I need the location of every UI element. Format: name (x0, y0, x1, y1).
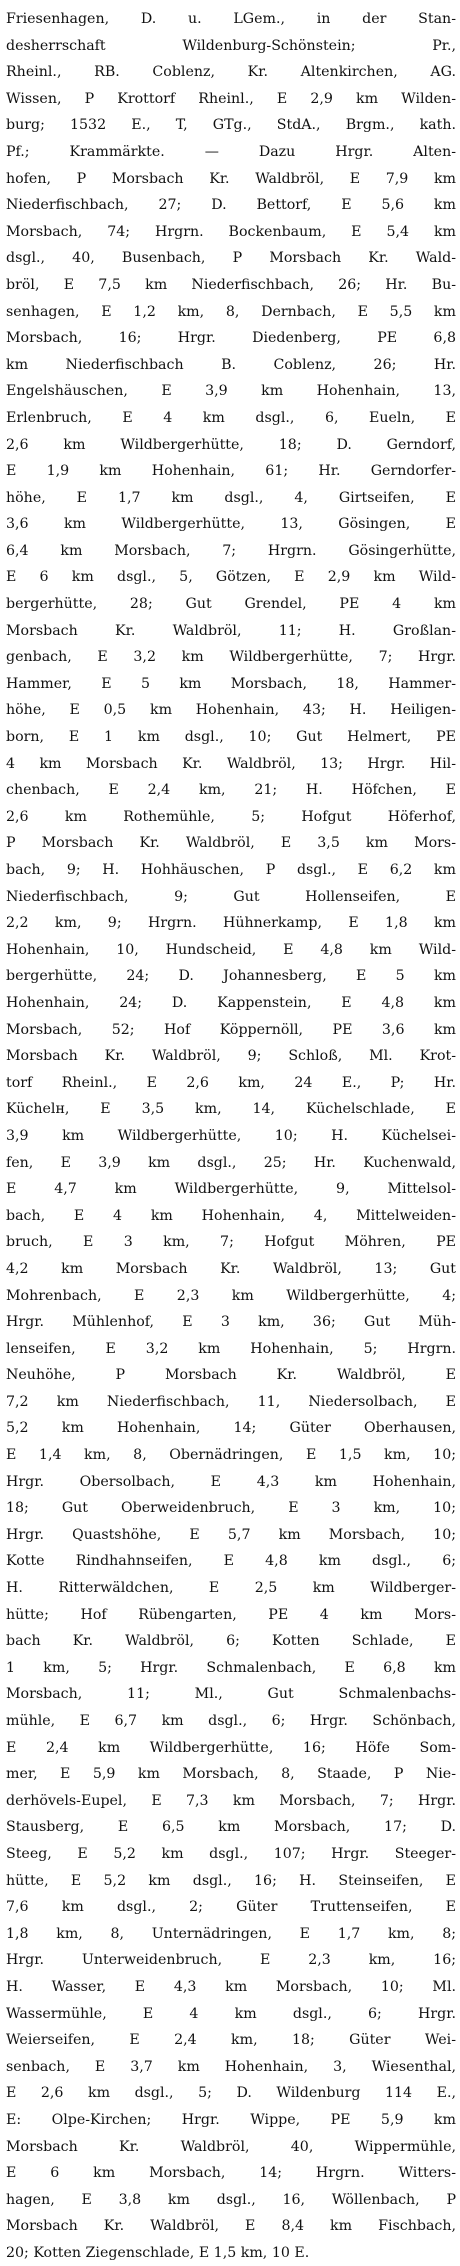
text-line: E: Olpe-Kirchen; Hrgr. Wippe, PE 5,9 km (6, 2111, 456, 2128)
text-line: Hrgr. Quastshöhe, E 5,7 km Morsbach, 10; (6, 1526, 456, 1543)
text-line: Morsbach, 11; Ml., Gut Schmalenbachs- (6, 1686, 456, 1703)
text-line: E 4,7 km Wildbergerhütte, 9, Mittelsol- (6, 1181, 456, 1198)
text-line: Steeg, E 5,2 km dsgl., 107; Hrgr. Steeger- (6, 1845, 456, 1862)
text-line: E 6 km Morsbach, 14; Hrgrn. Witters- (6, 2165, 456, 2182)
text-line: chenbach, E 2,4 km, 21; H. Höfchen, E (6, 782, 456, 799)
text-line: E 1,9 km Hohenhain, 61; Hr. Gerndorfer- (6, 463, 456, 480)
text-line: Neuhöhe, P Morsbach Kr. Waldbröl, E (6, 1367, 456, 1384)
text-line: km Niederfischbach B. Coblenz, 26; Hr. (6, 356, 456, 373)
text-line: bergerhütte, 24; D. Johannesberg, E 5 km (6, 968, 456, 985)
text-line: E 2,4 km Wildbergerhütte, 16; Höfe Som- (6, 1739, 456, 1756)
text-line: Hrgr. Unterweidenbruch, E 2,3 km, 16; (6, 1952, 456, 1969)
text-line: hagen, E 3,8 km dsgl., 16, Wöllenbach, P (6, 2191, 456, 2208)
text-line: mer, E 5,9 km Morsbach, 8, Staade, P Nie- (6, 1766, 456, 1783)
text-line: senbach, E 3,7 km Hohenhain, 3, Wiesenthal, (6, 2058, 456, 2075)
text-line: Morsbach Kr. Waldbröl, 11; H. Großlan- (6, 622, 456, 639)
text-line: bach, E 4 km Hohenhain, 4, Mittelweiden- (6, 1207, 456, 1224)
text-line: Engelshäuschen, E 3,9 km Hohenhain, 13, (6, 383, 456, 400)
text-line: höhe, E 0,5 km Hohenhain, 43; H. Heiligen- (6, 702, 456, 719)
text-line: Hammer, E 5 km Morsbach, 18, Hammer- (6, 675, 456, 692)
text-line: burg; 1532 E., T, GTg., StdA., Brgm., kath. (6, 117, 456, 134)
text-line: bach, 9; H. Hohhäuschen, P dsgl., E 6,2 km (6, 862, 456, 878)
text-line: Wissen, P Krottorf Rheinl., E 2,9 km Wilden- (6, 90, 456, 107)
text-line: 2,6 km Rothemühle, 5; Hofgut Höferhof, (6, 808, 456, 825)
text-line: 1 km, 5; Hrgr. Schmalenbach, E 6,8 km (6, 1659, 456, 1676)
text-line: 4 km Morsbach Kr. Waldbröl, 13; Hrgr. Hil- (6, 755, 456, 772)
text-line: Niederfischbach, 27; D. Bettorf, E 5,6 km (6, 197, 456, 214)
text-line: Hrgr. Mühlenhof, E 3 km, 36; Gut Müh- (6, 1314, 456, 1331)
text-line: 3,6 km Wildbergerhütte, 13, Gösingen, E (6, 516, 456, 533)
text-line: torf Rheinl., E 2,6 km, 24 E., P; Hr. (6, 1074, 456, 1091)
text-line: Morsbach Kr. Waldbröl, 9; Schloß, Ml. Krot- (6, 1048, 456, 1065)
text-line: Hrgr. Obersolbach, E 4,3 km Hohenhain, (6, 1473, 456, 1490)
text-line: Hohenhain, 24; D. Kappenstein, E 4,8 km (6, 994, 456, 1011)
text-line: P Morsbach Kr. Waldbröl, E 3,5 km Mors- (6, 835, 456, 852)
text-line: 18; Gut Oberweidenbruch, E 3 km, 10; (6, 1500, 456, 1517)
text-line: Friesenhagen, D. u. LGem., in der Stan- (6, 11, 456, 27)
text-line: fen, E 3,9 km dsgl., 25; Hr. Kuchenwald, (6, 1154, 456, 1171)
text-line: Mohrenbach, E 2,3 km Wildbergerhütte, 4; (6, 1287, 456, 1304)
text-line: Morsbach, 74; Hrgrn. Bockenbaum, E 5,4 km (6, 223, 456, 240)
text-line: Stausberg, E 6,5 km Morsbach, 17; D. (6, 1819, 456, 1836)
text-line: Erlenbruch, E 4 km dsgl., 6, Eueln, E (6, 409, 456, 426)
text-line: senhagen, E 1,2 km, 8, Dernbach, E 5,5 km (6, 303, 456, 320)
text-line: Rheinl., RB. Coblenz, Kr. Altenkirchen, AG. (6, 64, 456, 81)
text-line: Weierseifen, E 2,4 km, 18; Güter Wei- (6, 2032, 456, 2049)
text-line: E 1,4 km, 8, Obernädringen, E 1,5 km, 10; (6, 1447, 456, 1464)
text-line: hofen, P Morsbach Kr. Waldbröl, E 7,9 km (6, 170, 456, 187)
text-line: H. Wasser, E 4,3 km Morsbach, 10; Ml. (6, 1978, 456, 1995)
text-line: dsgl., 40, Busenbach, P Morsbach Kr. Wald- (6, 250, 456, 267)
text-line: Pf.; Krammärkte. — Dazu Hrgr. Alten- (6, 143, 456, 160)
text-line: bach Kr. Waldbröl, 6; Kotten Schlade, E (6, 1633, 456, 1650)
text-line: genbach, E 3,2 km Wildbergerhütte, 7; Hrgr. (6, 649, 456, 666)
text-line: Morsbach, 16; Hrgr. Diedenberg, PE 6,8 (6, 330, 456, 347)
text-line: Niederfischbach, 9; Gut Hollenseifen, E (6, 888, 456, 905)
text-line: 7,6 km dsgl., 2; Güter Truttenseifen, E (6, 1899, 456, 1916)
text-line: E 6 km dsgl., 5, Götzen, E 2,9 km Wild- (6, 569, 456, 586)
text-line: 2,2 km, 9; Hrgrn. Hühnerkamp, E 1,8 km (6, 915, 456, 932)
text-line: Hohenhain, 10, Hundscheid, E 4,8 km Wild- (6, 941, 456, 958)
text-line: H. Ritterwäldchen, E 2,5 km Wildberger- (6, 1580, 456, 1597)
text-line: bergerhütte, 28; Gut Grendel, PE 4 km (6, 596, 456, 613)
text-line: desherrschaft Wildenburg-Schönstein; Pr., (6, 37, 456, 54)
text-line: Morsbach Kr. Waldbröl, E 8,4 km Fischbach, (6, 2218, 456, 2235)
text-line: 5,2 km Hohenhain, 14; Güter Oberhausen, (6, 1420, 456, 1437)
text-line: Morsbach, 52; Hof Köppernöll, PE 3,6 km (6, 1021, 456, 1038)
text-line: 6,4 km Morsbach, 7; Hrgrn. Gösingerhütte, (6, 542, 456, 559)
text-line: 7,2 km Niederfischbach, 11, Niedersolbach, E (6, 1393, 456, 1410)
text-line: lenseifen, E 3,2 km Hohenhain, 5; Hrgrn. (6, 1340, 456, 1357)
text-line: Wassermühle, E 4 km dsgl., 6; Hrgr. (6, 2005, 456, 2022)
text-line: derhövels-Eupel, E 7,3 km Morsbach, 7; Hrgr. (6, 1792, 456, 1809)
text-line: höhe, E 1,7 km dsgl., 4, Girtseifen, E (6, 489, 456, 506)
text-line: born, E 1 km dsgl., 10; Gut Helmert, PE (6, 729, 456, 746)
text-line: 1,8 km, 8, Unternädringen, E 1,7 km, 8; (6, 1925, 456, 1942)
text-line: Küchelн, E 3,5 km, 14, Küchelschlade, E (6, 1101, 456, 1118)
text-line: bröl, E 7,5 km Niederfischbach, 26; Hr. Bu- (6, 276, 456, 293)
text-line: 20; Kotten Ziegenschlade, E 1,5 km, 10 E. (6, 2244, 310, 2261)
text-line: hütte, E 5,2 km dsgl., 16; H. Steinseifen, E (6, 1872, 456, 1889)
text-line: bruch, E 3 km, 7; Hofgut Möhren, PE (6, 1234, 456, 1251)
text-line: hütte; Hof Rübengarten, PE 4 km Mors- (6, 1606, 456, 1623)
text-line: 2,6 km Wildbergerhütte, 18; D. Gerndorf, (6, 436, 456, 453)
text-line: mühle, E 6,7 km dsgl., 6; Hrgr. Schönbach, (6, 1713, 456, 1729)
text-line: 3,9 km Wildbergerhütte, 10; H. Küchelsei- (6, 1127, 456, 1144)
text-line: E 2,6 km dsgl., 5; D. Wildenburg 114 E., (6, 2085, 456, 2102)
text-line: 4,2 km Morsbach Kr. Waldbröl, 13; Gut (6, 1260, 456, 1277)
text-line: Morsbach Kr. Waldbröl, 40, Wippermühle, (6, 2138, 456, 2155)
text-line: Kotte Rindhahnseifen, E 4,8 km dsgl., 6; (6, 1553, 456, 1570)
